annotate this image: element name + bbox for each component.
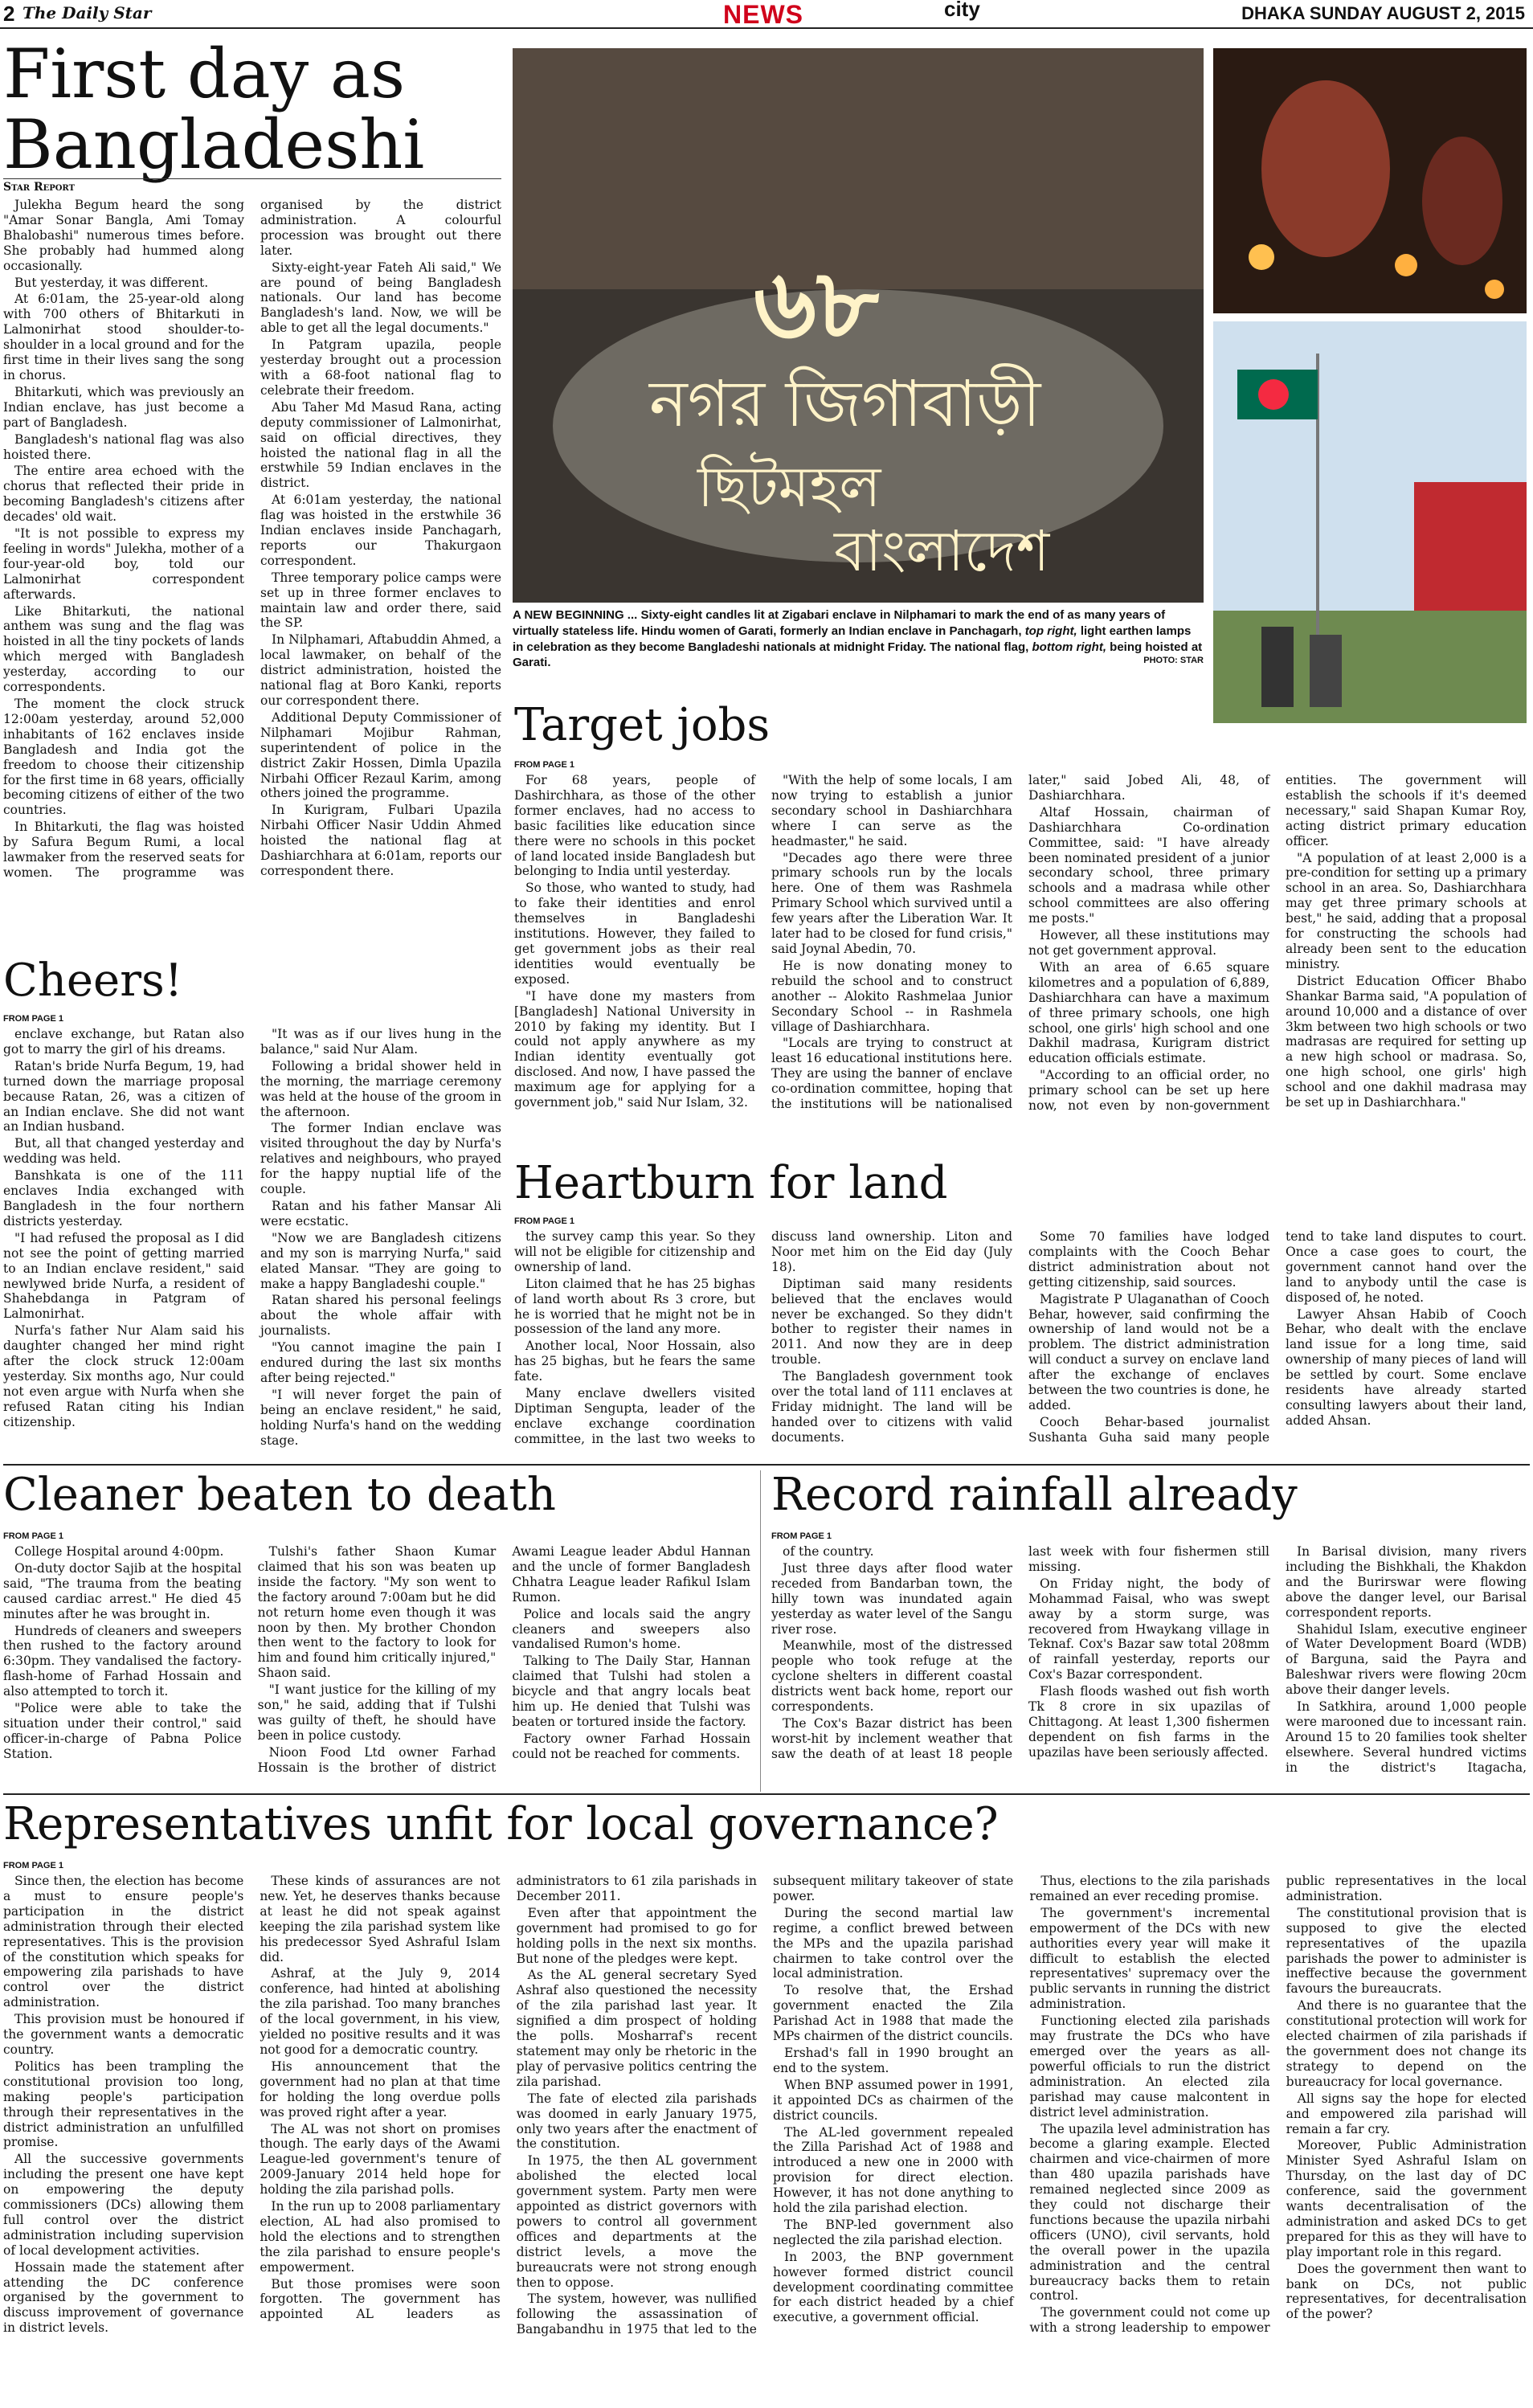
article-paragraph: The government's incremental empowerment of the DCs with new authorities every year will make it difficult to establish the elected representatives' supremacy over the public servants in running the district administration. — [1029, 1905, 1270, 2012]
article-paragraph: District Education Officer Bhabo Shankar Barma said, "A population of around 10,000 and a distance of over 3km between two high schools or two madrasas are required for setting up a new high school or madrasa. So, one high school, one girls' high school and one dakhil madrasa may be set up in Dashiarchhara." — [1286, 973, 1527, 1110]
article-paragraph: "With the help of some locals, I am now trying to establish a junior secondary school in Dashiarchhara where I can serve as the headmaster," he said. — [771, 773, 1012, 848]
article-paragraph: As the AL general secretary Syed Ashraf also questioned the necessity of the zila parishad last year. It signified a dim prospect of holding the polls. Mosharraf's recent statement may only be rhetoric in the play of pervasive politics centring the zila parishad. — [516, 1968, 757, 2089]
sub-section-label: city — [944, 0, 980, 21]
caption-lead: A NEW BEGINNING ... Sixty-eight candles lit at Zigabari enclave in Nilphamari to mark the end of as many years of virtually stateless life. Hindu women of Garati, formerly an Indian enclave in Panchagarh, — [513, 608, 1166, 638]
article-paragraph: This provision must be honoured if the government wants a democratic country. — [3, 2012, 244, 2057]
svg-text:ছিটমহল: ছিটমহল — [697, 454, 881, 520]
article-paragraph: Even after that appointment the government had promised to go for holding polls in the next six months. But none of the pledges were kept. — [516, 1905, 757, 1966]
article-paragraph: "Police were able to take the situation under their control," said officer-in-charge of Pabna Police Station. — [3, 1701, 242, 1761]
article-paragraph: In Satkhira, around 1,000 people were marooned due to incessant rain. Around 15 to 20 families took shelter elsewhere. Several hundred victims in the district's Itagacha, — [1286, 1699, 1527, 1775]
article-paragraph: On Friday night, the body of Mohammad Faisal, who was swept away by a storm surge, was recovered from Hwaykang village in Teknaf. Cox's Bazar saw total 208mm of rainfall yesterday, reports our Cox's Bazar correspondent. — [1028, 1576, 1269, 1682]
article-paragraph: Like Bhitarkuti, the national anthem was sung and the flag was hoisted in all the tiny pockets of lands which merged with Bangladesh yesterday, according to our correspondents. — [3, 603, 244, 695]
article-paragraph: In Barisal division, many rivers including the Bishkhali, the Khakdon and the Burirswar were flowing above the danger level, our Barisal correspondent reports. — [1286, 1544, 1527, 1620]
article-paragraph: Shahidul Islam, executive engineer of Water Development Board (WDB) of Barguna, said the Payra and Baleshwar rivers were flowing 20cm above their danger levels. — [1286, 1621, 1527, 1698]
article-paragraph: All signs say the hope for elected and empowered zila parishad will remain a far cry. — [1286, 2091, 1527, 2136]
article-paragraph: "Decades ago there were three primary schools run by the locals here. One of them was Rashmela Primary School which survived until a few years after the Liberation War. It later had to be closed for fund crisis," said Joynal Abedin, 70. — [771, 850, 1012, 956]
article-representatives-body — [3, 1874, 1527, 2400]
article-paragraph: The system, however, was nullified following the assassination of Bangabandhu in 1975 that led to the subsequent military takeover of state power. — [516, 1874, 1014, 2337]
article-paragraph: Diptiman said many residents believed that the enclaves would never be exchanged. So they didn't bother to register their names in 2011. And now they are in deep trouble. — [771, 1276, 1012, 1368]
article-paragraph: Following a bridal shower held in the morning, the marriage ceremony was held at the house of the groom in the afternoon. — [260, 1058, 501, 1119]
article-paragraph: Hundreds of cleaners and sweepers then rushed to the factory around 6:30pm. They vandalised the factory-flash-home of Farhad Hossain and also attempted to torch it. — [3, 1623, 242, 1699]
article-paragraph: Ratan's bride Nurfa Begum, 19, had turned down the marriage proposal because Ratan, 26, was a citizen of an Indian enclave. She did not want an Indian husband. — [3, 1058, 244, 1134]
article-paragraph: Three temporary police camps were set up in three former enclaves to maintain law and order there, said the SP. — [260, 570, 501, 631]
rainfall-from-page: FROM PAGE 1 — [771, 1531, 832, 1541]
caption-end: being hoisted at Garati. — [513, 640, 1203, 670]
article-paragraph: "I have done my masters from [Bangladesh] National University in 2010 by faking my identity. But I could not apply anywhere as my Indian identity eventually got disclosed. And now, I have passed the maximum age for applying for a government job," said Nur Islam, 32. — [514, 988, 755, 1110]
article-paragraph: During the second martial law regime, a conflict brewed between the MPs and the upazila parishad chairmen to take control over the local administration. — [772, 1905, 1014, 1981]
representatives-from-page: FROM PAGE 1 — [3, 1861, 63, 1870]
photo-women-graphic — [1213, 48, 1527, 313]
article-paragraph: To resolve that, the Ershad government enacted the Zila Parishad Act in 1988 that made the MPs chairmen of the district councils. — [772, 1983, 1014, 2044]
headline-rainfall: Record rainfall already — [771, 1469, 1298, 1521]
article-cheers-body — [3, 1027, 501, 1453]
article-paragraph: The BNP-led government also neglected the zila parishad election. — [772, 2217, 1014, 2247]
article-paragraph: Does the government then want to bank on DCs, not public representatives, for decentralisation of the power? — [1286, 2261, 1527, 2322]
article-paragraph: of the country. — [783, 1544, 874, 1559]
article-paragraph: But yesterday, it was different. — [14, 275, 209, 290]
article-paragraph: Altaf Hossain, chairman of Dashiarchhara Co-ordination Committee, said: "I have already been nominated president of a junior secondary school, three primary schools and a madrasa while other school committees are also offering me posts." — [1028, 804, 1269, 926]
article-paragraph: Tulshi's father Shaon Kumar claimed that his son was beaten up inside the factory. "My son went to the factory around 7:00am but he did not return home even though it was noon by then. My brother Chondon then went to the factory to look for him and found him critically injured," Shaon said. — [257, 1544, 497, 1681]
article-paragraph: His announcement that the government had no plan at that time for holding the long overdue polls was proved right after a year. — [260, 2058, 501, 2120]
article-paragraph: Ershad's fall in 1990 brought an end to the system. — [772, 2045, 1014, 2075]
article-paragraph: When BNP assumed power in 1991, it appointed DCs as chairmen of the district councils. — [772, 2077, 1014, 2123]
article-paragraph: enclave exchange, but Ratan also got to marry the girl of his dreams. — [3, 1027, 244, 1057]
caption-top-right: top right, — [1024, 623, 1077, 638]
article-paragraph: Bangladesh's national flag was also hoisted there. — [3, 431, 244, 462]
article-paragraph: However, all these institutions may not get government approval. — [1028, 928, 1269, 958]
article-paragraph: Lawyer Ahsan Habib of Cooch Behar, who dealt with the enclave land issue for a long time, said ownership of many pieces of land will be settled by court. Some enclave residents have already started consulting lawyers about their land, added Ahsan. — [1286, 1306, 1527, 1428]
section-label: NEWS — [723, 0, 803, 29]
article-paragraph: Thus, elections to the zila parishads remained an ever receding promise. — [1029, 1874, 1270, 1903]
article-paragraph: At 6:01am yesterday, the national flag was hoisted in the erstwhile 36 Indian enclaves inside Panchagarh, reports our Thakurgaon correspondent. — [260, 493, 501, 568]
article-paragraph: Meanwhile, most of the distressed people who took refuge at the cyclone shelters in different coastal districts went back home, report our correspondents. — [771, 1638, 1012, 1715]
article-paragraph: And there is no guarantee that the constitutional protection will work for elected chairmen of zila parishads if the government does not change its strategy to depend on the bureaucracy for local governance. — [1286, 1998, 1527, 2089]
article-paragraph: For 68 years, people of Dashirchhara, as those of the other former enclaves, had no access to basic facilities like education since there were no schools in this pocket of land located inside Bangladesh but belonging to India until yesterday. — [514, 773, 755, 879]
article-paragraph: The moment the clock struck 12:00am yesterday, around 52,000 inhabitants of 162 enclaves inside Bangladesh and India got the freedom to choose their citizenship for the first time in 68 years, officially becoming citizens of either of the two countries. — [3, 697, 244, 818]
article-paragraph: Talking to The Daily Star, Hannan claimed that Tulshi had stolen a bicycle and that angry locals beat him up. He denied that Tulshi was beaten or tortured inside the factory. — [512, 1654, 750, 1729]
headline-first-day — [3, 35, 501, 185]
article-paragraph: With an area of 6.65 square kilometres and a population of 6,889, Dashiarchhara can have a maximum of three primary schools, one high school, one girls' high school and one Dakhil madrasa, Kurigram district education officials estimate. — [1028, 959, 1269, 1066]
article-paragraph: College Hospital around 4:00pm. — [14, 1544, 224, 1559]
article-paragraph: Ratan and his father Mansar Ali were ecstatic. — [260, 1198, 501, 1229]
article-paragraph: In the run up to 2008 parliamentary election, AL had also promised to hold the elections and to strengthen the zila parishad to ensure people's empowerment. — [260, 2199, 501, 2275]
article-paragraph: In Bhitarkuti, the flag was hoisted by Safura Begum Rumi, a local lawmaker from the reserved seats for women. The programme was organised by the district administration. A colourful procession was brought out there later. — [3, 198, 501, 880]
article-paragraph: Since then, the election has become a must to ensure people's participation in the district administration through their elected representatives. This is the provision of the constitution which speaks for empowering zila parishads to have control over the district administration. — [3, 1874, 244, 2010]
article-paragraph: He is now donating money to rebuild the school and to construct another -- Alokito Rashmelaa Junior Secondary School -- in Rashmela village of Dashiarchhara. — [771, 958, 1012, 1034]
article-paragraph: "You cannot imagine the pain I endured during the last six months after being rejected." — [260, 1340, 501, 1385]
headline-cleaner: Cleaner beaten to death — [3, 1469, 556, 1521]
article-paragraph: The fate of elected zila parishads was doomed in early January 1975, only two years after the enactment of the constitution. — [516, 2091, 757, 2152]
article-paragraph: So those, who wanted to study, had to fake their identities and enrol themselves in Bangladeshi institutions. However, they failed to get government jobs as their real identities would eventually be exposed. — [514, 881, 755, 987]
headline-cheers: Cheers! — [3, 955, 183, 1007]
article-paragraph: The constitutional provision that is supposed to give the elected representatives of the upazila parishads the power to administer is ineffective because the government favours the bureaucrats. — [1286, 1905, 1527, 1997]
photo-caption — [513, 607, 1204, 671]
headline-line-1: First day as — [3, 35, 406, 113]
photo-flag-graphic — [1213, 321, 1527, 723]
article-rainfall-body — [771, 1544, 1527, 1785]
article-paragraph: Flash floods washed out fish worth Tk 8 crore in six upazilas of Chittagong. At least 1,300 fishermen dependent on fish farms in the upazilas have been seriously affected. — [1028, 1684, 1269, 1760]
article-paragraph: "It is not possible to express my feeling in words" Julekha, mother of a four-year-old boy, told our Lalmonirhat correspondent afterwards. — [3, 526, 244, 602]
article-paragraph: On-duty doctor Sajib at the hospital said, "The trauma from the beating caused cardiac arrest." He died 45 minutes after he was brought in. — [3, 1560, 242, 1621]
article-paragraph: The AL-led government repealed the Zilla Parishad Act of 1988 and introduced a new one in 2000 with provision for direct election. However, it has not done anything to hold the zila parishad election. — [772, 2124, 1014, 2216]
article-paragraph: Banshkata is one of the 111 enclaves India exchanged with Bangladesh in the four northern districts yesterday. — [3, 1168, 244, 1229]
article-paragraph: The government could not come up with a strong leadership to empower public representatives in the local administration. — [1029, 1874, 1527, 2336]
caption-bottom-right: bottom right, — [1032, 640, 1106, 654]
article-paragraph: Hossain made the statement after attending the DC conference organised by the government to discuss improvement of governance in district levels. — [3, 2259, 244, 2336]
article-paragraph: Factory owner Farhad Hossain could not be reached for comments. — [512, 1731, 750, 1761]
article-paragraph: But, all that changed yesterday and wedding was held. — [3, 1136, 244, 1167]
article-paragraph: "I will never forget the pain of being an enclave resident," he said, holding Nurfa's hand on the wedding stage. — [260, 1387, 501, 1448]
article-paragraph: "Locals are trying to construct at least 16 educational institutions here. They are using the banner of enclave co-ordination committee, hoping that the institutions will be nationalised later," said Jobed Ali, 48, of Dashiarchhara. — [771, 773, 1269, 1112]
article-paragraph: Police and locals said the angry cleaners and sweepers also vandalised Rumon's home. — [512, 1606, 750, 1652]
divider-vertical — [760, 1470, 761, 1792]
byline: Star Report — [3, 178, 501, 194]
article-heartburn-body — [514, 1229, 1527, 1454]
heartburn-from-page: FROM PAGE 1 — [514, 1216, 574, 1226]
article-paragraph: Another local, Noor Hossain, also has 25 bighas, but he fears the same fate. — [514, 1339, 755, 1384]
article-paragraph: But those promises were soon forgotten. The government has appointed AL leaders as administrators to 61 zila parishads in December 2011. — [260, 1874, 757, 2322]
article-paragraph: Abu Taher Md Masud Rana, acting deputy commissioner of Lalmonirhat, said on official directives, they hoisted the national flag in all the erstwhile 59 Indian enclaves in the district. — [260, 399, 501, 491]
photo-credit: PHOTO: STAR — [1143, 656, 1204, 666]
article-paragraph: The Cox's Bazar district has been worst-hit by inclement weather that saw the death of at least 18 people last week with four fishermen still missing. — [771, 1544, 1269, 1761]
article-paragraph: Additional Deputy Commissioner of Nilphamari Mojibur Rahman, superintendent of police in the district Zakir Hossen, Dimla Upazila Nirbahi Officer Rezaul Karim, among others joined the programme. — [260, 709, 501, 801]
article-paragraph: In Patgram upazila, people yesterday brought out a procession with a 68-foot national flag to celebrate their freedom. — [260, 337, 501, 398]
article-paragraph: In Nilphamari, Aftabuddin Ahmed, a local lawmaker, on behalf of the district administration, hoisted the national flag at Boro Kanki, reports our correspondent there. — [260, 632, 501, 708]
headline-target-jobs: Target jobs — [514, 699, 771, 751]
article-paragraph: the survey camp this year. So they will not be eligible for citizenship and ownership of land. — [514, 1229, 755, 1274]
article-paragraph: Cooch Behar-based journalist Sushanta Guha said many people tend to take land disputes to court. Once a case goes to court, the government cannot hand over the land to anybody until the case is disposed of, he noted. — [1028, 1229, 1527, 1445]
svg-text:বাংলাদেশ: বাংলাদেশ — [834, 518, 1050, 584]
article-paragraph: "According to an official order, no primary school can be set up here now, not even by non-government entities. The government will establish the schools if it's deemed necessary," said Shapan Kumar Roy, acting district primary education officer. — [1028, 773, 1527, 1114]
article-paragraph: Julekha Begum heard the song "Amar Sonar Bangla, Ami Tomay Bhalobashi" numerous times before. She probably had hummed along occasionally. — [3, 198, 244, 273]
photo-women-lamps — [1213, 48, 1527, 313]
dateline: DHAKA SUNDAY AUGUST 2, 2015 — [1241, 3, 1525, 23]
caption-mid: light earthen lamps in celebration as they become Bangladeshi nationals at midnight Friday. The national flag, — [513, 623, 1192, 654]
article-paragraph: Some 70 families have lodged complaints with the Cooch Behar district administration about not getting citizenship, said sources. — [1028, 1229, 1269, 1290]
article-target-jobs-body — [514, 773, 1527, 1151]
page-number: 2 — [3, 2, 15, 26]
article-paragraph: The former Indian enclave was visited throughout the day by Nurfa's relatives and neighbours, who prayed for the happy nuptial life of the couple. — [260, 1121, 501, 1197]
headline-line-2: Bangladeshi — [3, 105, 425, 185]
article-paragraph: Nioon Food Ltd owner Farhad Hossain is the brother of district Awami League leader Abdul Hannan and the uncle of former Bangladesh Chhatra League leader Rafikul Islam Rumon. — [257, 1544, 750, 1775]
article-paragraph: Liton claimed that he has 25 bighas of land worth about Rs 3 crore, but he is worried that he might not be in possession of the land any more. — [514, 1276, 755, 1337]
article-first-day-body — [3, 198, 501, 945]
divider-1 — [3, 1464, 1530, 1466]
article-paragraph: Functioning elected zila parishads may frustrate the DCs who have emerged over the years as all-powerful officials to run the district administration. An elected zila parishad may cause malcontent in district level administration. — [1029, 2013, 1270, 2120]
article-paragraph: "A population of at least 2,000 is a pre-condition for setting up a primary school in an area. So, Dashiarchhara may get three primary schools at best," he said, adding that a proposal for constructing the schools had already been sent to the education ministry. — [1286, 850, 1527, 971]
article-paragraph: Sixty-eight-year Fateh Ali said," We are pound of being Bangladesh nationals. Our land has become Bangladesh's land. Now, we will be able to get all the legal documents." — [260, 260, 501, 336]
photo-flag-hoisting — [1213, 321, 1527, 723]
paper-name: The Daily Star — [22, 3, 152, 22]
article-paragraph: Ratan shared his personal feelings about the whole affair with journalists. — [260, 1293, 501, 1339]
cleaner-from-page: FROM PAGE 1 — [3, 1531, 63, 1541]
article-paragraph: In 1975, the then AL government abolished the elected local government system. Party men were appointed as district governors with powers to control all government offices and departments at the district levels, a move the bureaucrats were not strong enough then to oppose. — [516, 2153, 757, 2290]
article-paragraph: Nurfa's father Nur Alam said his daughter changed her mind right after the clock struck 12:00am yesterday. Six months ago, Nur could not even argue with Nurfa when she refused Ratan citing his Indian citizenship. — [3, 1323, 244, 1429]
article-paragraph: "Now we are Bangladesh citizens and my son is marrying Nurfa," said elated Mansar. "They are going to make a happy Bangladeshi couple." — [260, 1230, 501, 1291]
article-paragraph: In Kurigram, Fulbari Upazila Nirbahi Officer Nasir Uddin Ahmed hoisted the national flag at Dashiarchhara at 6:01am, reports our correspondent there. — [260, 803, 501, 878]
article-paragraph: These kinds of assurances are not new. Yet, he deserves thanks because at least he did not speak against keeping the zila parishad system like his predecessor Syed Ashraful Islam did. — [260, 1874, 501, 1964]
article-paragraph: Moreover, Public Administration Minister Syed Ashraful Islam on Thursday, on the last day of DC conference, said the government wants decentralisation of the administration and asked DCs to get prepared for this as they will have to play important role in this regard. — [1286, 2138, 1527, 2259]
svg-text:নগর জিগাবাড়ী: নগর জিগাবাড়ী — [649, 366, 1041, 441]
article-cleaner-body — [3, 1544, 750, 1785]
article-paragraph: The upazila level administration has become a glaring example. Elected chairmen and vice-chairmen of more than 480 upazila parishads have remained neglected since 2009 as they could not discharge their functions because the upazila nirbahi officers (UNO), civil servants, hold the overall power in the upazila administration and the central bureaucracy backs them to retain control. — [1029, 2121, 1270, 2304]
article-paragraph: Bhitarkuti, which was previously an Indian enclave, has just become a part of Bangladesh. — [3, 384, 244, 430]
article-paragraph: The Bangladesh government took over the total land of 111 enclaves at Friday midnight. The land will be handed over to citizens with valid documents. — [771, 1369, 1012, 1445]
article-paragraph: Ashraf, at the July 9, 2014 conference, had hinted at abolishing the zila parishad. Too many branches of the local government, in his view, yielded no positive results and it was not good for a democratic country. — [260, 1966, 501, 2057]
headline-representatives: Representatives unfit for local governance? — [3, 1798, 999, 1850]
svg-text:৬৮: ৬৮ — [754, 249, 879, 361]
main-photo-candles — [513, 48, 1204, 603]
article-paragraph: "I want justice for the killing of my son," he said, adding that if Tulshi was guilty of theft, he should have been in police custody. — [257, 1682, 497, 1743]
article-paragraph: Just three days after flood water receded from Bandarban town, the hilly town was inundated again yesterday as water level of the Sangu river rose. — [771, 1560, 1012, 1637]
article-paragraph: "I had refused the proposal as I did not see the point of getting married to an Indian enclave resident," said newlywed bride Nurfa, a resident of Shahebdanga in Patgram of Lalmonirhat. — [3, 1230, 244, 1322]
main-photo-graphic — [513, 48, 1204, 603]
article-paragraph: At 6:01am, the 25-year-old along with 700 others of Bhitarkuti in Lalmonirhat stood shoulder-to-shoulder in a local ground and for the first time in their lives sang the song in chorus. — [3, 292, 244, 382]
target-jobs-from-page: FROM PAGE 1 — [514, 760, 574, 770]
article-paragraph: In 2003, the BNP government however formed district council development coordinating committee for each district headed by a chief executive, a government official. — [772, 2249, 1014, 2325]
article-paragraph: Magistrate P Ulaganathan of Cooch Behar, however, said confirming the ownership of land would not be a problem. The district administration will conduct a survey on enclave land after the exchange of enclaves between the two countries is done, he added. — [1028, 1291, 1269, 1413]
article-paragraph: The entire area echoed with the chorus that reflected their pride in becoming Bangladesh's citizens after decades' old wait. — [3, 464, 244, 525]
divider-2 — [3, 1793, 1530, 1795]
article-paragraph: The AL was not short on promises though. The early days of the Awami League-led government's tenure of 2009-January 2014 held hope for holding the zila parishad polls. — [260, 2121, 501, 2197]
article-paragraph: Many enclave dwellers visited Diptiman Sengupta, leader of the enclave exchange coordination committee, in the last two weeks to discuss land ownership. Liton and Noor met him on the Eid day (July 18). — [514, 1229, 1012, 1446]
cheers-from-page: FROM PAGE 1 — [3, 1014, 63, 1024]
article-paragraph: "It was as if our lives hung in the balance," said Nur Alam. — [260, 1027, 501, 1057]
article-paragraph: All the successive governments including the present one have kept on empowering the deputy commissioners (DCs) allowing them full control over the district administration including supervision of local development activities. — [3, 2152, 244, 2258]
article-paragraph: Politics has been trampling the constitutional provision too long, making people's participation through their representatives in the district administration an unfulfilled promise. — [3, 2058, 244, 2150]
headline-heartburn: Heartburn for land — [514, 1157, 948, 1209]
